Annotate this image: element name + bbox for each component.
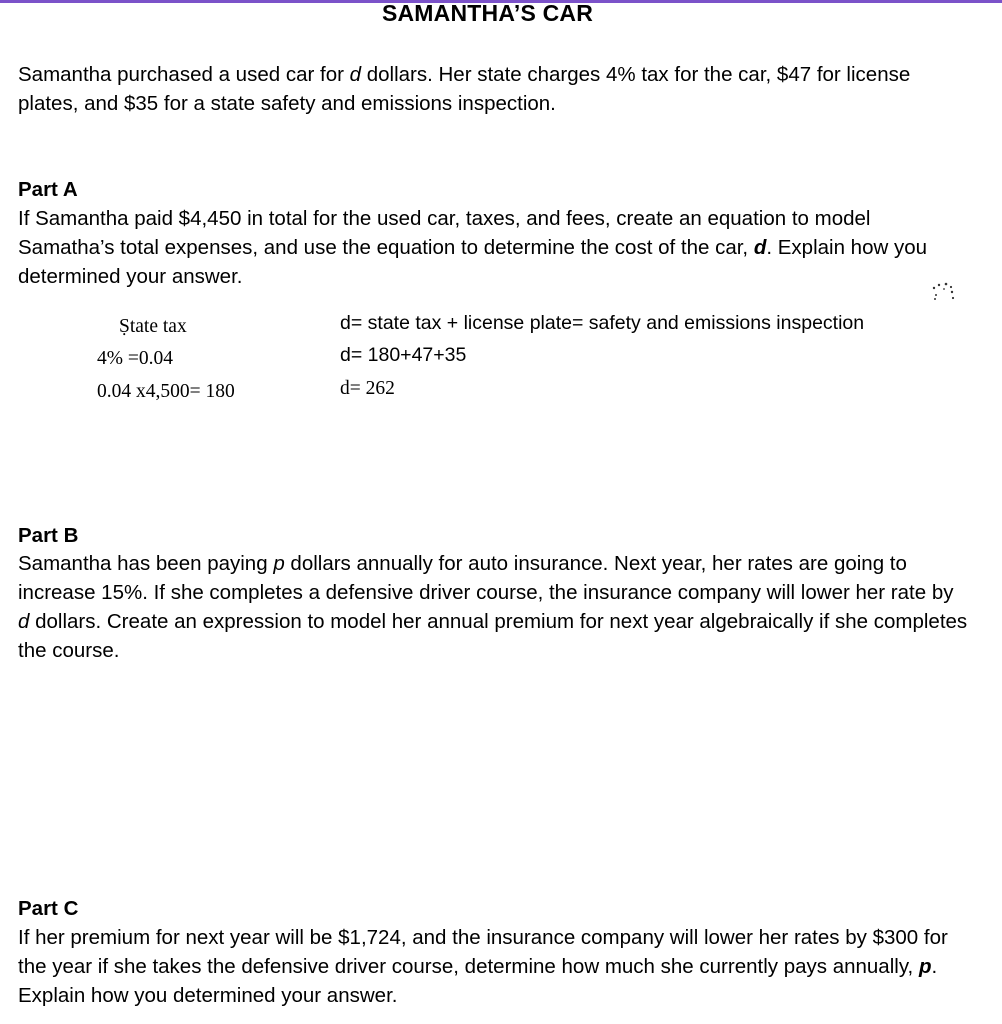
variable-p: p: [918, 955, 932, 978]
part-c-prompt: If her premium for next year will be $1,724, and the insurance company will lower her rates by $300 for the year if she takes the defensive driver course, determine how much she currently pays annually, p. Explain how you determined your answer.: [18, 926, 948, 1007]
variable-d: d: [753, 236, 767, 259]
part-c-heading: Part C: [18, 897, 79, 920]
work-equation-words: d= state tax + license plate= safety and emissions inspection: [340, 312, 865, 334]
part-a-prompt: If Samantha paid $4,450 in total for the used car, taxes, and fees, create an equation to model Samatha’s total expenses, and use the equation to determine the cost of the car, d. Explain how you determined your answer.: [18, 207, 928, 288]
part-a-heading: Part A: [18, 178, 78, 201]
variable-p: p: [273, 552, 285, 575]
work-equation-numbers: d= 180+47+35: [340, 344, 467, 366]
variable-d: d: [349, 63, 362, 86]
work-tax-rate: 4% =0.04: [97, 348, 173, 369]
part-b-heading: Part B: [18, 524, 79, 547]
work-equation-result: d= 262: [340, 378, 395, 399]
page-title: SAMANTHA’S CAR: [381, 0, 594, 26]
part-b-prompt: Samantha has been paying p dollars annually for auto insurance. Next year, her rates are going to increase 15%. If she completes a defensive driver course, the insurance company will lower her rate by d dollars. Create an expression to model her annual premium for next year algebraically if she completes the course.: [18, 552, 968, 662]
work-tax-calculation: 0.04 x4,500= 180: [97, 381, 235, 402]
variable-d: d: [18, 610, 30, 633]
work-state-tax-label: Ṣtate tax: [119, 316, 187, 337]
intro-paragraph: Samantha purchased a used car for d dollars. Her state charges 4% tax for the car, $47 for license plates, and $35 for a state safety and emissions inspection.: [18, 63, 911, 115]
pencil-scribble-mark: [926, 278, 960, 306]
